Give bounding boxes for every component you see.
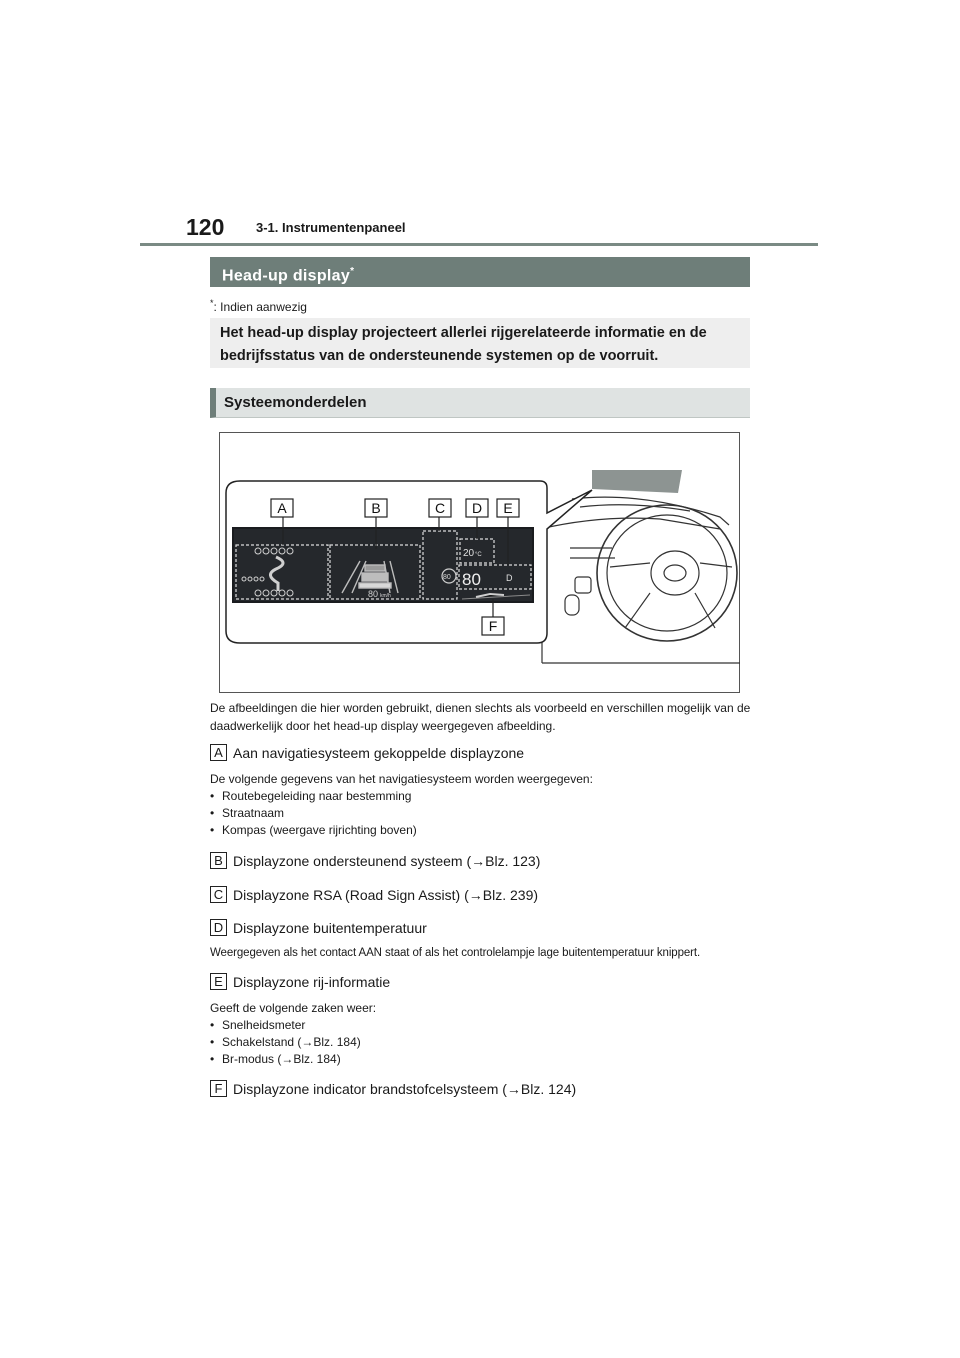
- label-d: D: [471, 500, 483, 516]
- footnote: [210, 298, 307, 314]
- item-d-letter: D: [210, 919, 227, 936]
- item-e-title: Displayzone rij-informatie: [233, 973, 391, 990]
- support-speed-value: 80: [368, 589, 379, 599]
- item-e-intro: Geeft de volgende zaken weer:: [210, 1001, 377, 1015]
- item-c-heading: [210, 886, 538, 903]
- hud-title-star: *: [350, 266, 355, 277]
- item-a-details: [210, 771, 593, 839]
- intro-box: Het head-up display projecteert allerlei rijgerelateerde informatie en de bedrijfsstatus van de ondersteunende systemen op de voorruit.: [210, 318, 750, 368]
- temp-value: 20: [463, 548, 475, 559]
- list-item: • Routebegeleiding naar bestemming: [210, 788, 593, 805]
- header-rule: [140, 243, 818, 246]
- temp-unit: °C: [475, 552, 482, 558]
- item-a-heading: [210, 744, 524, 761]
- hud-section-banner: [210, 257, 750, 287]
- list-item: • Kompas (weergave rijrichting boven): [210, 822, 593, 839]
- item-d-heading: [210, 919, 427, 936]
- item-c-title: Displayzone RSA (Road Sign Assist) (→Blz. 239): [233, 886, 539, 903]
- subsection-banner: Systeemonderdelen: [210, 388, 750, 418]
- item-b-title: Displayzone ondersteunend systeem (→Blz. 123): [233, 852, 541, 869]
- label-b: B: [371, 500, 381, 516]
- footnote-text: : Indien aanwezig: [213, 300, 307, 314]
- car-interior-illustration: [540, 470, 740, 663]
- footnote-star: *: [210, 298, 214, 308]
- list-item: • Br-modus (→Blz. 184): [210, 1051, 376, 1068]
- item-e-letter: E: [210, 973, 227, 990]
- label-a: A: [277, 500, 287, 516]
- label-c: C: [434, 500, 446, 516]
- support-speed-unit: km/h: [380, 593, 391, 599]
- item-b-letter: B: [210, 852, 227, 869]
- section-title: 3-1. Instrumentenpaneel: [256, 220, 406, 235]
- list-item: • Snelheidsmeter: [210, 1017, 376, 1034]
- item-b-heading: [210, 852, 540, 869]
- item-d-title: Displayzone buitentemperatuur: [233, 919, 427, 936]
- item-c-letter: C: [210, 886, 227, 903]
- hud-figure: [219, 432, 740, 693]
- page-number: 120: [186, 214, 225, 240]
- label-e: E: [503, 500, 513, 516]
- rsa-value: 80: [443, 574, 451, 581]
- gear-value: D: [506, 573, 513, 583]
- item-e-heading: [210, 973, 390, 990]
- speed-value: 80: [462, 570, 481, 589]
- list-item: • Straatnaam: [210, 805, 593, 822]
- item-f-letter: F: [210, 1080, 227, 1097]
- item-f-title: Displayzone indicator brandstofcelsysteem (→Blz. 124): [233, 1080, 577, 1097]
- list-item: • Schakelstand (→Blz. 184): [210, 1034, 376, 1051]
- item-a-title: Aan navigatiesysteem gekoppelde displayzone: [233, 744, 525, 761]
- label-f: F: [488, 618, 498, 634]
- item-a-intro: De volgende gegevens van het navigatiesysteem worden weergegeven:: [210, 772, 593, 786]
- item-f-heading: [210, 1080, 576, 1097]
- hud-title: Head-up display: [222, 267, 351, 285]
- item-a-letter: A: [210, 744, 227, 761]
- figure-caption: De afbeeldingen die hier worden gebruikt, dienen slechts als voorbeeld en verschillen mogelijk van de daadwerkelijk door het head-up display weergegeven afbeelding.: [210, 701, 751, 733]
- item-d-details: Weergegeven als het contact AAN staat of als het controlelampje lage buitentemperatuur knippert.: [210, 947, 701, 959]
- item-e-details: [210, 1000, 376, 1068]
